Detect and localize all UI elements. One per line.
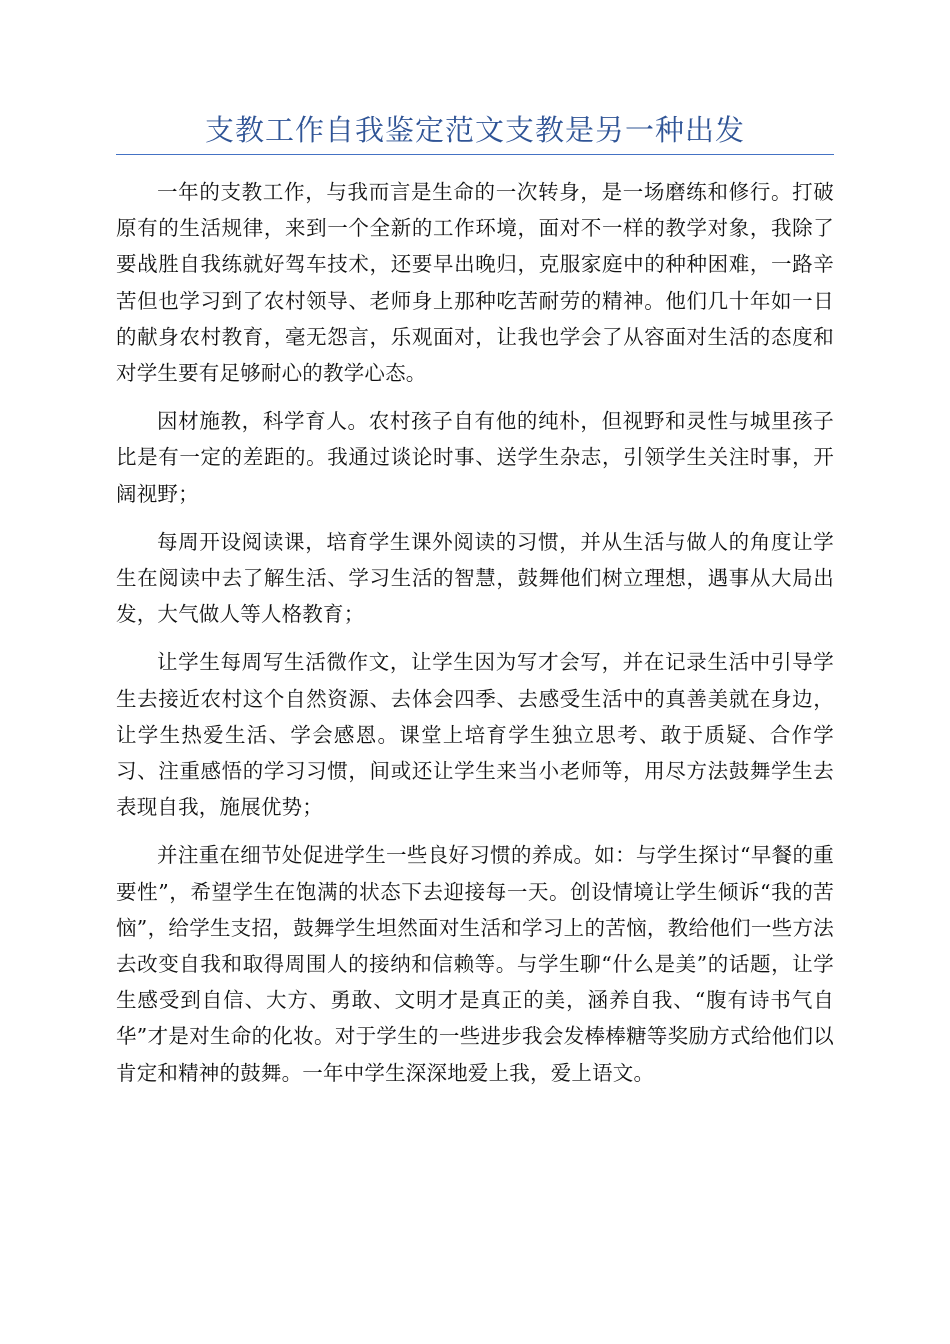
document-body [116,174,834,1103]
document-title: 支教工作自我鉴定范文支教是另一种出发 [204,113,745,147]
paragraph-2: 因材施教，科学育人。农村孩子自有他的纯朴，但视野和灵性与城里孩子比是有一定的差距的。我通过谈论时事、送学生杂志，引领学生关注时事，开阔视野； [116,409,834,506]
title-block [116,110,834,155]
paragraph-1: 一年的支教工作，与我而言是生命的一次转身，是一场磨练和修行。打破原有的生活规律，来到一个全新的工作环境，面对不一样的教学对象，我除了要战胜自我练就好驾车技术，还要早出晚归，克服家庭中的种种困难，一路辛苦但也学习到了农村领导、老师身上那种吃苦耐劳的精神。他们几十年如一日的献身农村教育，毫无怨言，乐观面对，让我也学会了从容面对生活的态度和对学生要有足够耐心的教学心态。 [116,180,834,386]
paragraph-5: 并注重在细节处促进学生一些良好习惯的养成。如：与学生探讨“早餐的重要性”，希望学生在饱满的状态下去迎接每一天。创设情境让学生倾诉“我的苦恼”，给学生支招，鼓舞学生坦然面对生活和学习上的苦恼，教给他们一些方法去改变自我和取得周围人的接纳和信赖等。与学生聊“什么是美”的话题，让学生感受到自信、大方、勇敢、文明才是真正的美，涵养自我、“腹有诗书气自华”才是对生命的化妆。对于学生的一些进步我会发棒棒糖等奖励方式给他们以肯定和精神的鼓舞。一年中学生深深地爱上我，爱上语文。 [116,843,834,1085]
paragraph-4: 让学生每周写生活微作文，让学生因为写才会写，并在记录生活中引导学生去接近农村这个自然资源、去体会四季、去感受生活中的真善美就在身边，让学生热爱生活、学会感恩。课堂上培育学生独立思考、敢于质疑、合作学习、注重感悟的学习习惯，间或还让学生来当小老师等，用尽方法鼓舞学生去表现自我，施展优势； [116,650,834,820]
paragraph-3: 每周开设阅读课，培育学生课外阅读的习惯，并从生活与做人的角度让学生在阅读中去了解生活、学习生活的智慧，鼓舞他们树立理想，遇事从大局出发，大气做人等人格教育； [116,529,834,627]
